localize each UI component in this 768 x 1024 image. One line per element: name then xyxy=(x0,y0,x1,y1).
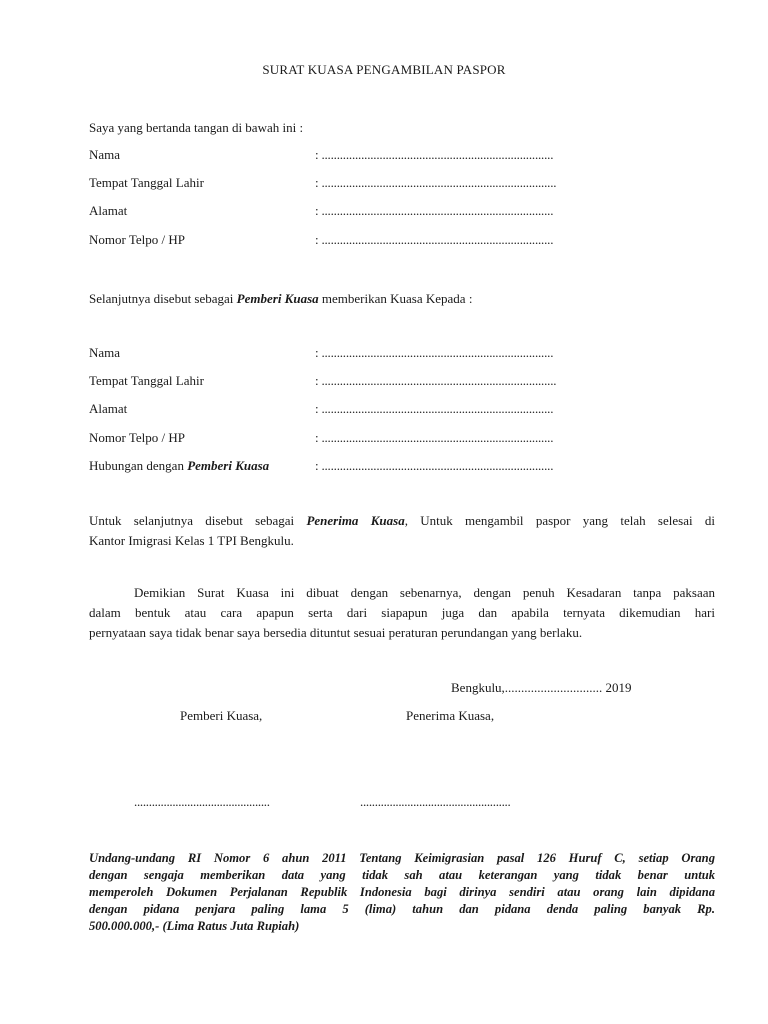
purpose-text-end: , Untuk mengambil paspor yang telah selesai di xyxy=(404,513,715,528)
purpose-emphasis: Penerima Kuasa xyxy=(306,513,405,528)
field-blank: : ............................................................................ xyxy=(315,401,554,416)
field-label: Alamat xyxy=(89,203,128,218)
receiver-signature-line: ................................................... xyxy=(360,794,511,809)
field-blank: : ............................................................................ xyxy=(315,232,554,247)
field-label: Alamat xyxy=(89,401,128,416)
statement-line-3: pernyataan saya tidak benar saya bersedia dituntut sesuai peraturan perundangan yang berlaku. xyxy=(89,625,583,640)
legal-note-line-2: dengan sengaja memberikan data yang tidak sah atau keterangan yang tidak benar untuk xyxy=(89,868,715,882)
legal-note-line-4: dengan pidana penjara paling lama 5 (lima) tahun dan pidana denda paling banyak Rp. xyxy=(89,902,715,916)
intro-text: Saya yang bertanda tangan di bawah ini : xyxy=(89,120,304,135)
giver-signature-label: Pemberi Kuasa, xyxy=(180,708,263,723)
field-blank: : ............................................................................. xyxy=(315,175,557,190)
legal-note-line-1: Undang-undang RI Nomor 6 ahun 2011 Tentang Keimigrasian pasal 126 Huruf C, setiap Orang xyxy=(89,851,715,865)
relation-label xyxy=(89,458,269,474)
legal-note-line-3: memperoleh Dokumen Perjalanan Republik Indonesia bagi dirinya sendiri atau orang lain dipidana xyxy=(89,885,715,899)
field-label: Nama xyxy=(89,345,121,360)
field-blank: : ............................................................................ xyxy=(315,203,554,218)
field-label: Nama xyxy=(89,147,121,162)
purpose-line-1 xyxy=(89,513,715,533)
purpose-text: Untuk selanjutnya disebut sebagai xyxy=(89,513,307,528)
field-blank: : ............................................................................ xyxy=(315,430,554,445)
document-title: SURAT KUASA PENGAMBILAN PASPOR xyxy=(262,62,506,77)
field-blank: : ............................................................................. xyxy=(315,373,557,388)
legal-note xyxy=(89,850,715,935)
transfer-text-end: memberikan Kuasa Kepada : xyxy=(318,291,473,306)
transfer-text: Selanjutnya disebut sebagai xyxy=(89,291,237,306)
field-blank: : ............................................................................ xyxy=(315,147,554,162)
legal-note-line-5: 500.000.000,- (Lima Ratus Juta Rupiah) xyxy=(89,919,300,933)
giver-signature-line: .............................................. xyxy=(134,794,270,809)
transfer-emphasis: Pemberi Kuasa xyxy=(236,291,319,306)
field-label: Tempat Tanggal Lahir xyxy=(89,373,204,388)
purpose-line-2: Kantor Imigrasi Kelas 1 TPI Bengkulu. xyxy=(89,533,294,548)
relation-label-emphasis: Pemberi Kuasa xyxy=(187,458,270,473)
field-label: Tempat Tanggal Lahir xyxy=(89,175,204,190)
place-date: Bengkulu,.............................. 2019 xyxy=(451,680,632,695)
statement-paragraph xyxy=(89,585,715,645)
relation-label-text: Hubungan dengan xyxy=(89,458,188,473)
statement-line-1: Demikian Surat Kuasa ini dibuat dengan sebenarnya, dengan penuh Kesadaran tanpa paksaan xyxy=(134,585,715,600)
field-label: Nomor Telpo / HP xyxy=(89,430,185,445)
transfer-sentence xyxy=(89,291,472,307)
field-blank: : ............................................................................ xyxy=(315,458,554,473)
purpose-paragraph xyxy=(89,513,715,553)
receiver-signature-label: Penerima Kuasa, xyxy=(406,708,495,723)
field-blank: : ............................................................................ xyxy=(315,345,554,360)
field-label: Nomor Telpo / HP xyxy=(89,232,185,247)
statement-line-2: dalam bentuk atau cara apapun serta dari siapapun juga dan apabila ternyata dikemudian hari xyxy=(89,605,715,620)
